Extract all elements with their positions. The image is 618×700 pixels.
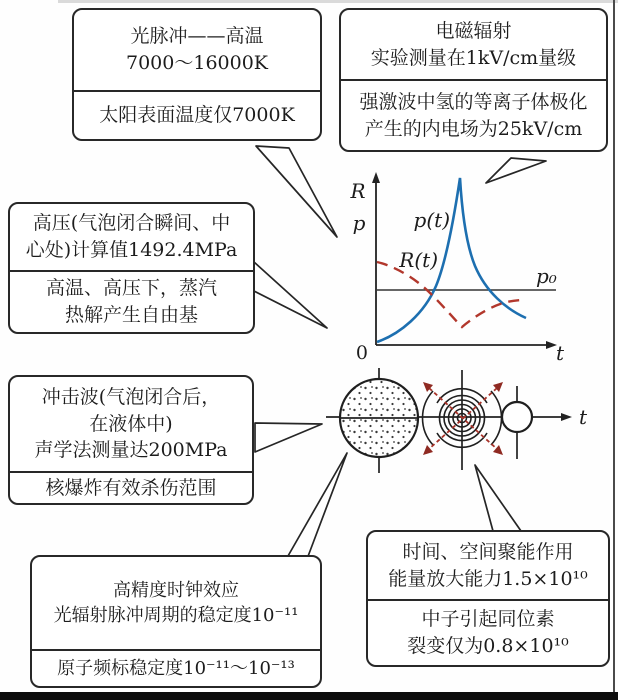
bubble-timeline (326, 368, 588, 473)
baseline-label: p₀ (536, 264, 557, 288)
red-curve-label: R(t) (399, 248, 438, 272)
neutron-fission-note-1: 中子引起同位素 (421, 608, 555, 631)
callout-energy-focus (366, 530, 610, 667)
scan-edge-right (613, 0, 615, 700)
callout-em-main (341, 10, 606, 79)
shock-wave-value: 声学法测量达200MPa (34, 439, 228, 462)
callout-em-note (341, 79, 606, 150)
y-axis-label-R: R (350, 179, 366, 203)
callout-light-pulse (72, 8, 322, 141)
callout-shock-main (10, 377, 252, 471)
neutron-fission-note-2: 裂变仅为0.8×10¹⁰ (407, 635, 569, 657)
callout-clock-effect (30, 555, 322, 688)
pointer-high-pressure (254, 262, 327, 328)
high-pressure-title: 高压(气泡闭合瞬间、中 (32, 212, 231, 235)
shock-wave-medium: 在液体中) (89, 412, 173, 435)
free-radical-note-1: 高温、高压下，蒸汽 (45, 277, 217, 300)
pointer-light-pulse (256, 146, 337, 237)
callout-light-pulse-note (74, 90, 320, 139)
pointer-shock-wave (255, 423, 322, 452)
callout-em-radiation (339, 8, 608, 152)
light-pulse-temperature-range: 7000～16000K (126, 52, 268, 74)
clock-effect-title: 高精度时钟效应 (113, 579, 239, 601)
high-pressure-value: 心处)计算值1492.4MPa (25, 239, 238, 261)
callout-high-pressure-note (10, 270, 253, 332)
atomic-standard-note: 原子频标稳定度10⁻¹¹～10⁻¹³ (57, 657, 295, 679)
timeline-t-label: t (579, 405, 588, 429)
pointer-energy-focus (475, 465, 521, 531)
origin-label: 0 (355, 342, 368, 364)
blue-curve-label: p(t) (413, 208, 450, 232)
y-axis-arrow-icon (372, 172, 380, 183)
callout-clock-main (32, 557, 320, 649)
callout-high-pressure (8, 202, 255, 334)
callout-pointers (254, 146, 546, 559)
timeline-arrow-icon (561, 413, 572, 421)
clock-stability-value: 光辐射脉冲周期的稳定度10⁻¹¹ (53, 605, 299, 626)
callout-shock-wave (8, 375, 254, 505)
free-radical-note-2: 热解产生自由基 (64, 304, 198, 326)
rp-graph (349, 172, 565, 365)
graph-t-label: t (556, 341, 565, 365)
rebound-bubble (502, 402, 532, 432)
callout-energy-main (368, 532, 608, 599)
scan-edge-bottom (0, 692, 618, 700)
plasma-polarization-note: 强激波中氢的等离子体极化 (359, 90, 588, 113)
energy-amplification-value: 能量放大能力1.5×10¹⁰ (388, 567, 588, 590)
pointer-em-radiation (486, 158, 546, 183)
y-axis-label-p: p (352, 211, 366, 235)
light-pulse-title: 光脉冲——高温 (130, 25, 264, 48)
callout-high-pressure-main (10, 204, 253, 270)
internal-field-note: 产生的内电场为25kV/cm (364, 117, 583, 140)
callout-clock-note (32, 649, 320, 686)
em-measured-value: 实验测量在1kV/cm量级 (370, 46, 577, 69)
callout-light-pulse-main (74, 10, 320, 90)
pointer-clock (288, 453, 347, 559)
callout-energy-note (368, 599, 608, 665)
callout-shock-note (10, 471, 252, 504)
em-radiation-title: 电磁辐射 (435, 19, 512, 42)
shock-wave-title: 冲击波(气泡闭合后， (41, 386, 221, 409)
energy-focus-title: 时间、空间聚能作用 (402, 540, 574, 563)
sun-surface-note: 太阳表面温度仅7000K (99, 104, 295, 127)
nuclear-blast-note: 核爆炸有效杀伤范围 (45, 477, 217, 499)
